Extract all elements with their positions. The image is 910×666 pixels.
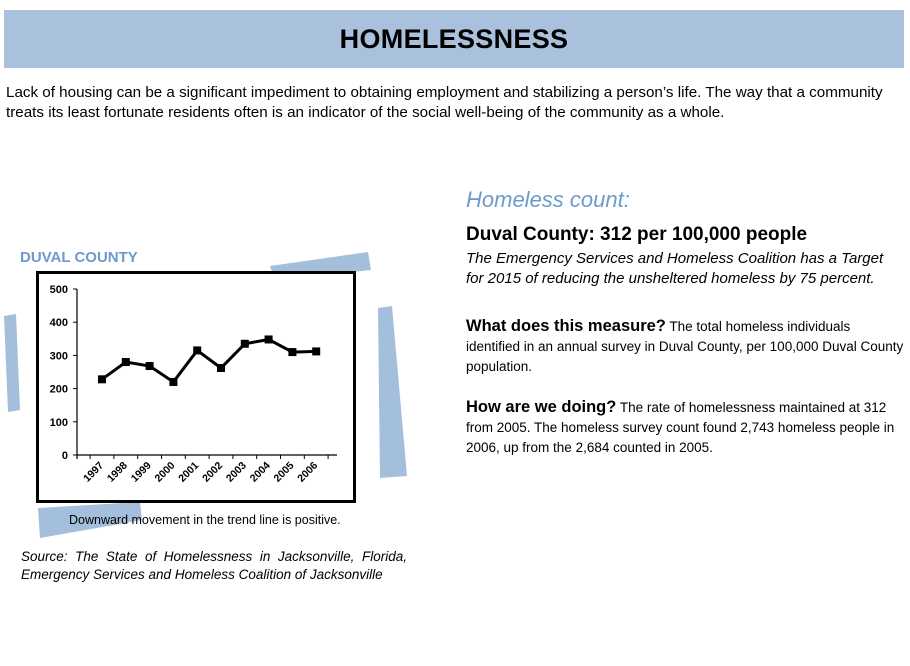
x-tick-label: 2003 (223, 459, 249, 485)
doing-lead: How are we doing? (466, 398, 617, 416)
target-statement: The Emergency Services and Homeless Coalition has a Target for 2015 of reducing the unsheltered homeless by 75 percent. (466, 250, 884, 287)
data-point (288, 348, 296, 356)
line-chart (36, 271, 356, 503)
title-banner (4, 10, 904, 68)
measure-text: The total homeless individuals identified in an annual survey in Duval County, per 100,000 Duval County population. (466, 319, 904, 374)
intro-paragraph: Lack of housing can be a significant impediment to obtaining employment and stabilizing a person’s life. The way that a community treats its least fortunate residents often is an indicator of the social well-being of the community as a whole. (6, 84, 883, 121)
data-point (146, 362, 154, 370)
x-tick-label: 1998 (104, 459, 130, 485)
x-tick-label: 2002 (200, 459, 226, 485)
y-tick-label: 100 (49, 416, 68, 429)
page-title: HOMELESSNESS (339, 23, 569, 54)
y-tick-label: 500 (49, 284, 68, 296)
data-point (217, 364, 225, 372)
y-tick-label: 400 (49, 317, 68, 330)
x-tick-label: 2005 (271, 459, 297, 485)
x-tick-label: 2001 (176, 459, 202, 485)
data-point (169, 378, 177, 386)
data-point (312, 347, 320, 355)
data-point (241, 340, 249, 348)
data-point (122, 358, 130, 366)
y-tick-label: 200 (49, 383, 68, 396)
deco-right-bar (378, 306, 407, 478)
y-tick-label: 300 (49, 350, 68, 363)
doing-paragraph (466, 397, 906, 458)
x-tick-label: 1997 (81, 459, 107, 485)
x-tick-label: 1999 (128, 459, 154, 485)
x-tick-label: 2000 (152, 459, 178, 485)
measure-lead: What does this measure? (466, 317, 666, 335)
measure-paragraph (466, 316, 906, 377)
homeless-count-heading: Homeless count: (466, 187, 630, 212)
y-tick-label: 0 (61, 450, 68, 462)
data-point (98, 375, 106, 383)
county-statistic: Duval County: 312 per 100,000 people (466, 224, 808, 245)
data-point (265, 335, 273, 343)
data-point (193, 346, 201, 354)
doing-text: The rate of homelessness maintained at 312 from 2005. The homeless survey count found 2,743 homeless people in 2006, up from the 2,684 counted in 2005. (466, 400, 895, 455)
chart-canvas (39, 274, 353, 500)
series-line (102, 339, 316, 381)
chart-note: Downward movement in the trend line is positive. (69, 513, 341, 527)
x-tick-label: 2006 (295, 459, 321, 485)
chart-title: DUVAL COUNTY (20, 249, 138, 266)
source-citation: Source: The State of Homelessness in Jacksonville, Florida, Emergency Services and Homeless Coalition of Jacksonville (21, 549, 407, 582)
x-tick-label: 2004 (247, 459, 273, 485)
deco-left-bar (4, 314, 20, 412)
